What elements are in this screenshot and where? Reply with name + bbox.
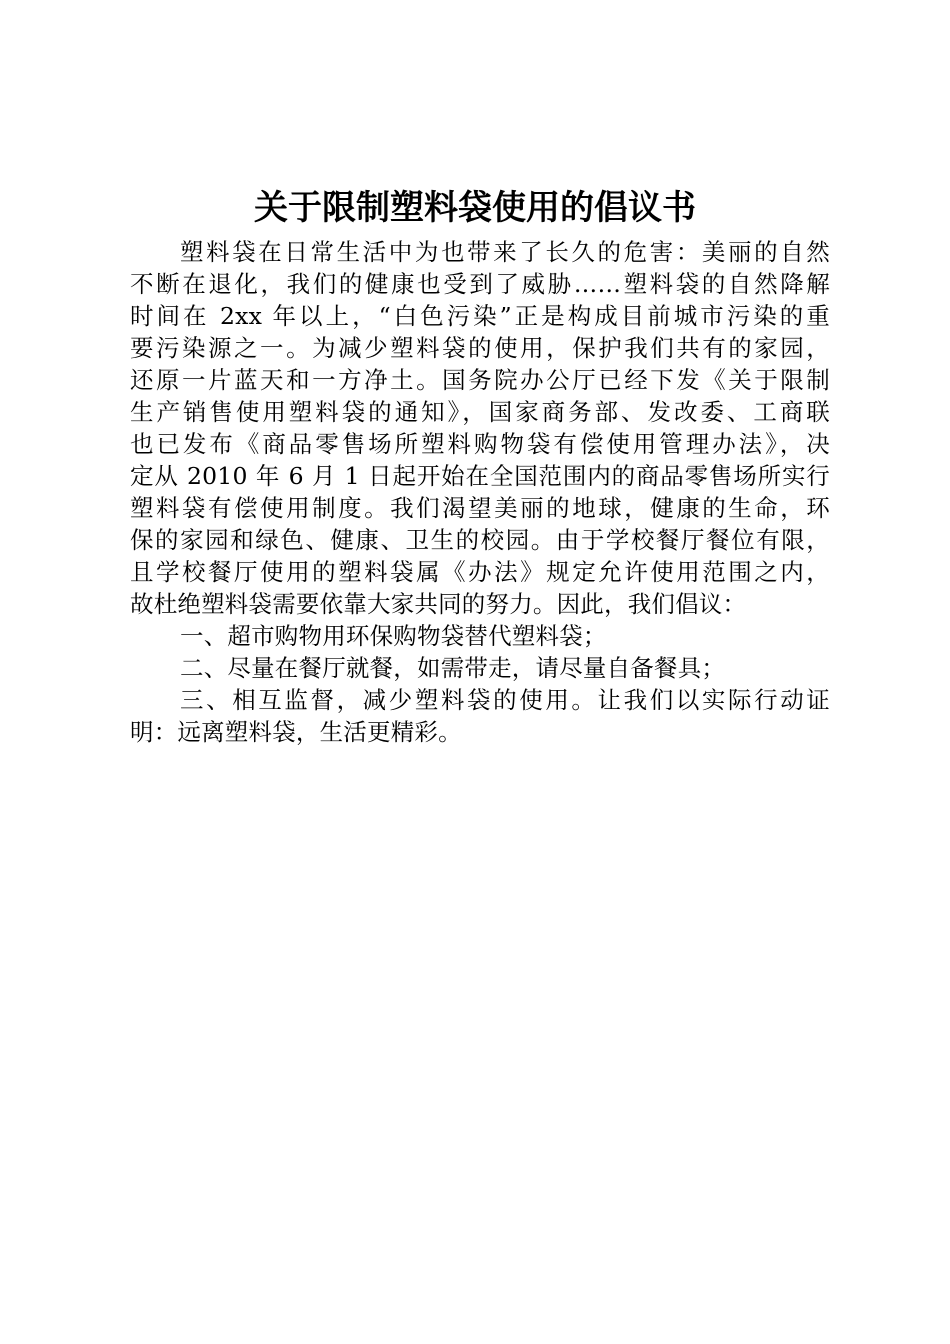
paragraph-line: 也已发布《商品零售场所塑料购物袋有偿使用管理办法》，决 (130, 430, 830, 458)
paragraph-line: 不断在退化，我们的健康也受到了威胁……塑料袋的自然降解 (130, 270, 830, 298)
paragraph-line: 要污染源之一。为减少塑料袋的使用，保护我们共有的家园， (130, 334, 830, 362)
paragraph-line: 塑料袋有偿使用制度。我们渴望美丽的地球，健康的生命，环 (130, 494, 830, 522)
paragraph-line: 且学校餐厅使用的塑料袋属《办法》规定允许使用范围之内， (130, 558, 830, 586)
proposal-item: 三、相互监督，减少塑料袋的使用。让我们以实际行动证 (180, 686, 830, 714)
proposal-item: 一、超市购物用环保购物袋替代塑料袋； (180, 622, 607, 650)
paragraph-line: 塑料袋在日常生活中为也带来了长久的危害：美丽的自然 (180, 238, 830, 266)
proposal-item: 二、尽量在餐厅就餐，如需带走，请尽量自备餐具； (180, 654, 726, 682)
document-body (130, 236, 830, 748)
paragraph-line: 还原一片蓝天和一方净土。国务院办公厅已经下发《关于限制 (130, 366, 830, 394)
paragraph-line: 保的家园和绿色、健康、卫生的校园。由于学校餐厅餐位有限， (130, 526, 830, 554)
paragraph-line: 故杜绝塑料袋需要依靠大家共同的努力。因此，我们倡议： (130, 590, 747, 618)
closing-line: 明：远离塑料袋，生活更精彩。 (130, 718, 462, 746)
paragraph-line: 定从 2010 年 6 月 1 日起开始在全国范围内的商品零售场所实行 (130, 462, 830, 490)
document-title: 关于限制塑料袋使用的倡议书 (254, 188, 696, 228)
paragraph-line: 生产销售使用塑料袋的通知》，国家商务部、发改委、工商联 (130, 398, 830, 426)
paragraph-line: 时间在 2xx 年以上，“白色污染”正是构成目前城市污染的重 (130, 302, 830, 330)
